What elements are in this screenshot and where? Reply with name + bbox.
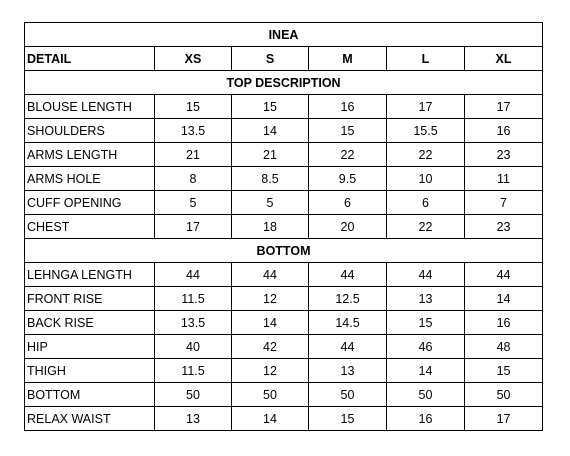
- table-title: INEA: [25, 23, 543, 47]
- row-label: ARMS LENGTH: [25, 143, 155, 167]
- section-title: TOP DESCRIPTION: [25, 71, 543, 95]
- title-row: [25, 23, 543, 47]
- size-chart-table: [24, 22, 543, 431]
- header-cell-l: L: [387, 47, 465, 71]
- measurement-cell: 11.5: [155, 287, 232, 311]
- header-cell-m: M: [309, 47, 387, 71]
- measurement-cell: 22: [309, 143, 387, 167]
- measurement-cell: 11: [465, 167, 543, 191]
- row-label: BOTTOM: [25, 383, 155, 407]
- measurement-cell: 15: [155, 95, 232, 119]
- row-label: HIP: [25, 335, 155, 359]
- table-row: [25, 95, 543, 119]
- table-row: [25, 335, 543, 359]
- measurement-cell: 44: [309, 263, 387, 287]
- measurement-cell: 14: [232, 119, 309, 143]
- measurement-cell: 6: [309, 191, 387, 215]
- table-row: [25, 311, 543, 335]
- measurement-cell: 50: [232, 383, 309, 407]
- row-label: BACK RISE: [25, 311, 155, 335]
- row-label: LEHNGA LENGTH: [25, 263, 155, 287]
- measurement-cell: 21: [155, 143, 232, 167]
- header-cell-detail: DETAIL: [25, 47, 155, 71]
- measurement-cell: 14: [465, 287, 543, 311]
- measurement-cell: 17: [387, 95, 465, 119]
- header-row: [25, 47, 543, 71]
- measurement-cell: 44: [387, 263, 465, 287]
- measurement-cell: 17: [155, 215, 232, 239]
- measurement-cell: 44: [232, 263, 309, 287]
- measurement-cell: 14: [387, 359, 465, 383]
- row-label: CUFF OPENING: [25, 191, 155, 215]
- table-row: [25, 263, 543, 287]
- table-row: [25, 359, 543, 383]
- measurement-cell: 8.5: [232, 167, 309, 191]
- measurement-cell: 14: [232, 311, 309, 335]
- row-label: ARMS HOLE: [25, 167, 155, 191]
- measurement-cell: 16: [465, 311, 543, 335]
- table-row: [25, 119, 543, 143]
- measurement-cell: 14.5: [309, 311, 387, 335]
- measurement-cell: 50: [309, 383, 387, 407]
- measurement-cell: 10: [387, 167, 465, 191]
- row-label: CHEST: [25, 215, 155, 239]
- row-label: SHOULDERS: [25, 119, 155, 143]
- measurement-cell: 11.5: [155, 359, 232, 383]
- row-label: FRONT RISE: [25, 287, 155, 311]
- measurement-cell: 15.5: [387, 119, 465, 143]
- measurement-cell: 18: [232, 215, 309, 239]
- measurement-cell: 13: [155, 407, 232, 431]
- header-cell-xl: XL: [465, 47, 543, 71]
- measurement-cell: 23: [465, 215, 543, 239]
- measurement-cell: 13.5: [155, 311, 232, 335]
- measurement-cell: 16: [309, 95, 387, 119]
- measurement-cell: 15: [232, 95, 309, 119]
- measurement-cell: 7: [465, 191, 543, 215]
- measurement-cell: 15: [309, 119, 387, 143]
- measurement-cell: 13.5: [155, 119, 232, 143]
- header-cell-xs: XS: [155, 47, 232, 71]
- measurement-cell: 44: [155, 263, 232, 287]
- measurement-cell: 15: [309, 407, 387, 431]
- measurement-cell: 9.5: [309, 167, 387, 191]
- measurement-cell: 16: [465, 119, 543, 143]
- measurement-cell: 48: [465, 335, 543, 359]
- measurement-cell: 12: [232, 359, 309, 383]
- measurement-cell: 44: [465, 263, 543, 287]
- measurement-cell: 12: [232, 287, 309, 311]
- measurement-cell: 40: [155, 335, 232, 359]
- table-row: [25, 143, 543, 167]
- measurement-cell: 44: [309, 335, 387, 359]
- measurement-cell: 5: [232, 191, 309, 215]
- measurement-cell: 21: [232, 143, 309, 167]
- measurement-cell: 23: [465, 143, 543, 167]
- header-cell-s: S: [232, 47, 309, 71]
- measurement-cell: 12.5: [309, 287, 387, 311]
- measurement-cell: 15: [465, 359, 543, 383]
- measurement-cell: 50: [465, 383, 543, 407]
- section-header-row: [25, 239, 543, 263]
- measurement-cell: 22: [387, 143, 465, 167]
- table-row: [25, 167, 543, 191]
- measurement-cell: 50: [387, 383, 465, 407]
- measurement-cell: 17: [465, 407, 543, 431]
- measurement-cell: 6: [387, 191, 465, 215]
- measurement-cell: 42: [232, 335, 309, 359]
- row-label: THIGH: [25, 359, 155, 383]
- section-title: BOTTOM: [25, 239, 543, 263]
- table-row: [25, 191, 543, 215]
- row-label: BLOUSE LENGTH: [25, 95, 155, 119]
- section-header-row: [25, 71, 543, 95]
- measurement-cell: 14: [232, 407, 309, 431]
- measurement-cell: 46: [387, 335, 465, 359]
- measurement-cell: 16: [387, 407, 465, 431]
- table-row: [25, 407, 543, 431]
- table-row: [25, 287, 543, 311]
- measurement-cell: 8: [155, 167, 232, 191]
- measurement-cell: 50: [155, 383, 232, 407]
- table-row: [25, 215, 543, 239]
- measurement-cell: 5: [155, 191, 232, 215]
- measurement-cell: 17: [465, 95, 543, 119]
- measurement-cell: 20: [309, 215, 387, 239]
- measurement-cell: 22: [387, 215, 465, 239]
- measurement-cell: 15: [387, 311, 465, 335]
- table-row: [25, 383, 543, 407]
- measurement-cell: 13: [387, 287, 465, 311]
- row-label: RELAX WAIST: [25, 407, 155, 431]
- measurement-cell: 13: [309, 359, 387, 383]
